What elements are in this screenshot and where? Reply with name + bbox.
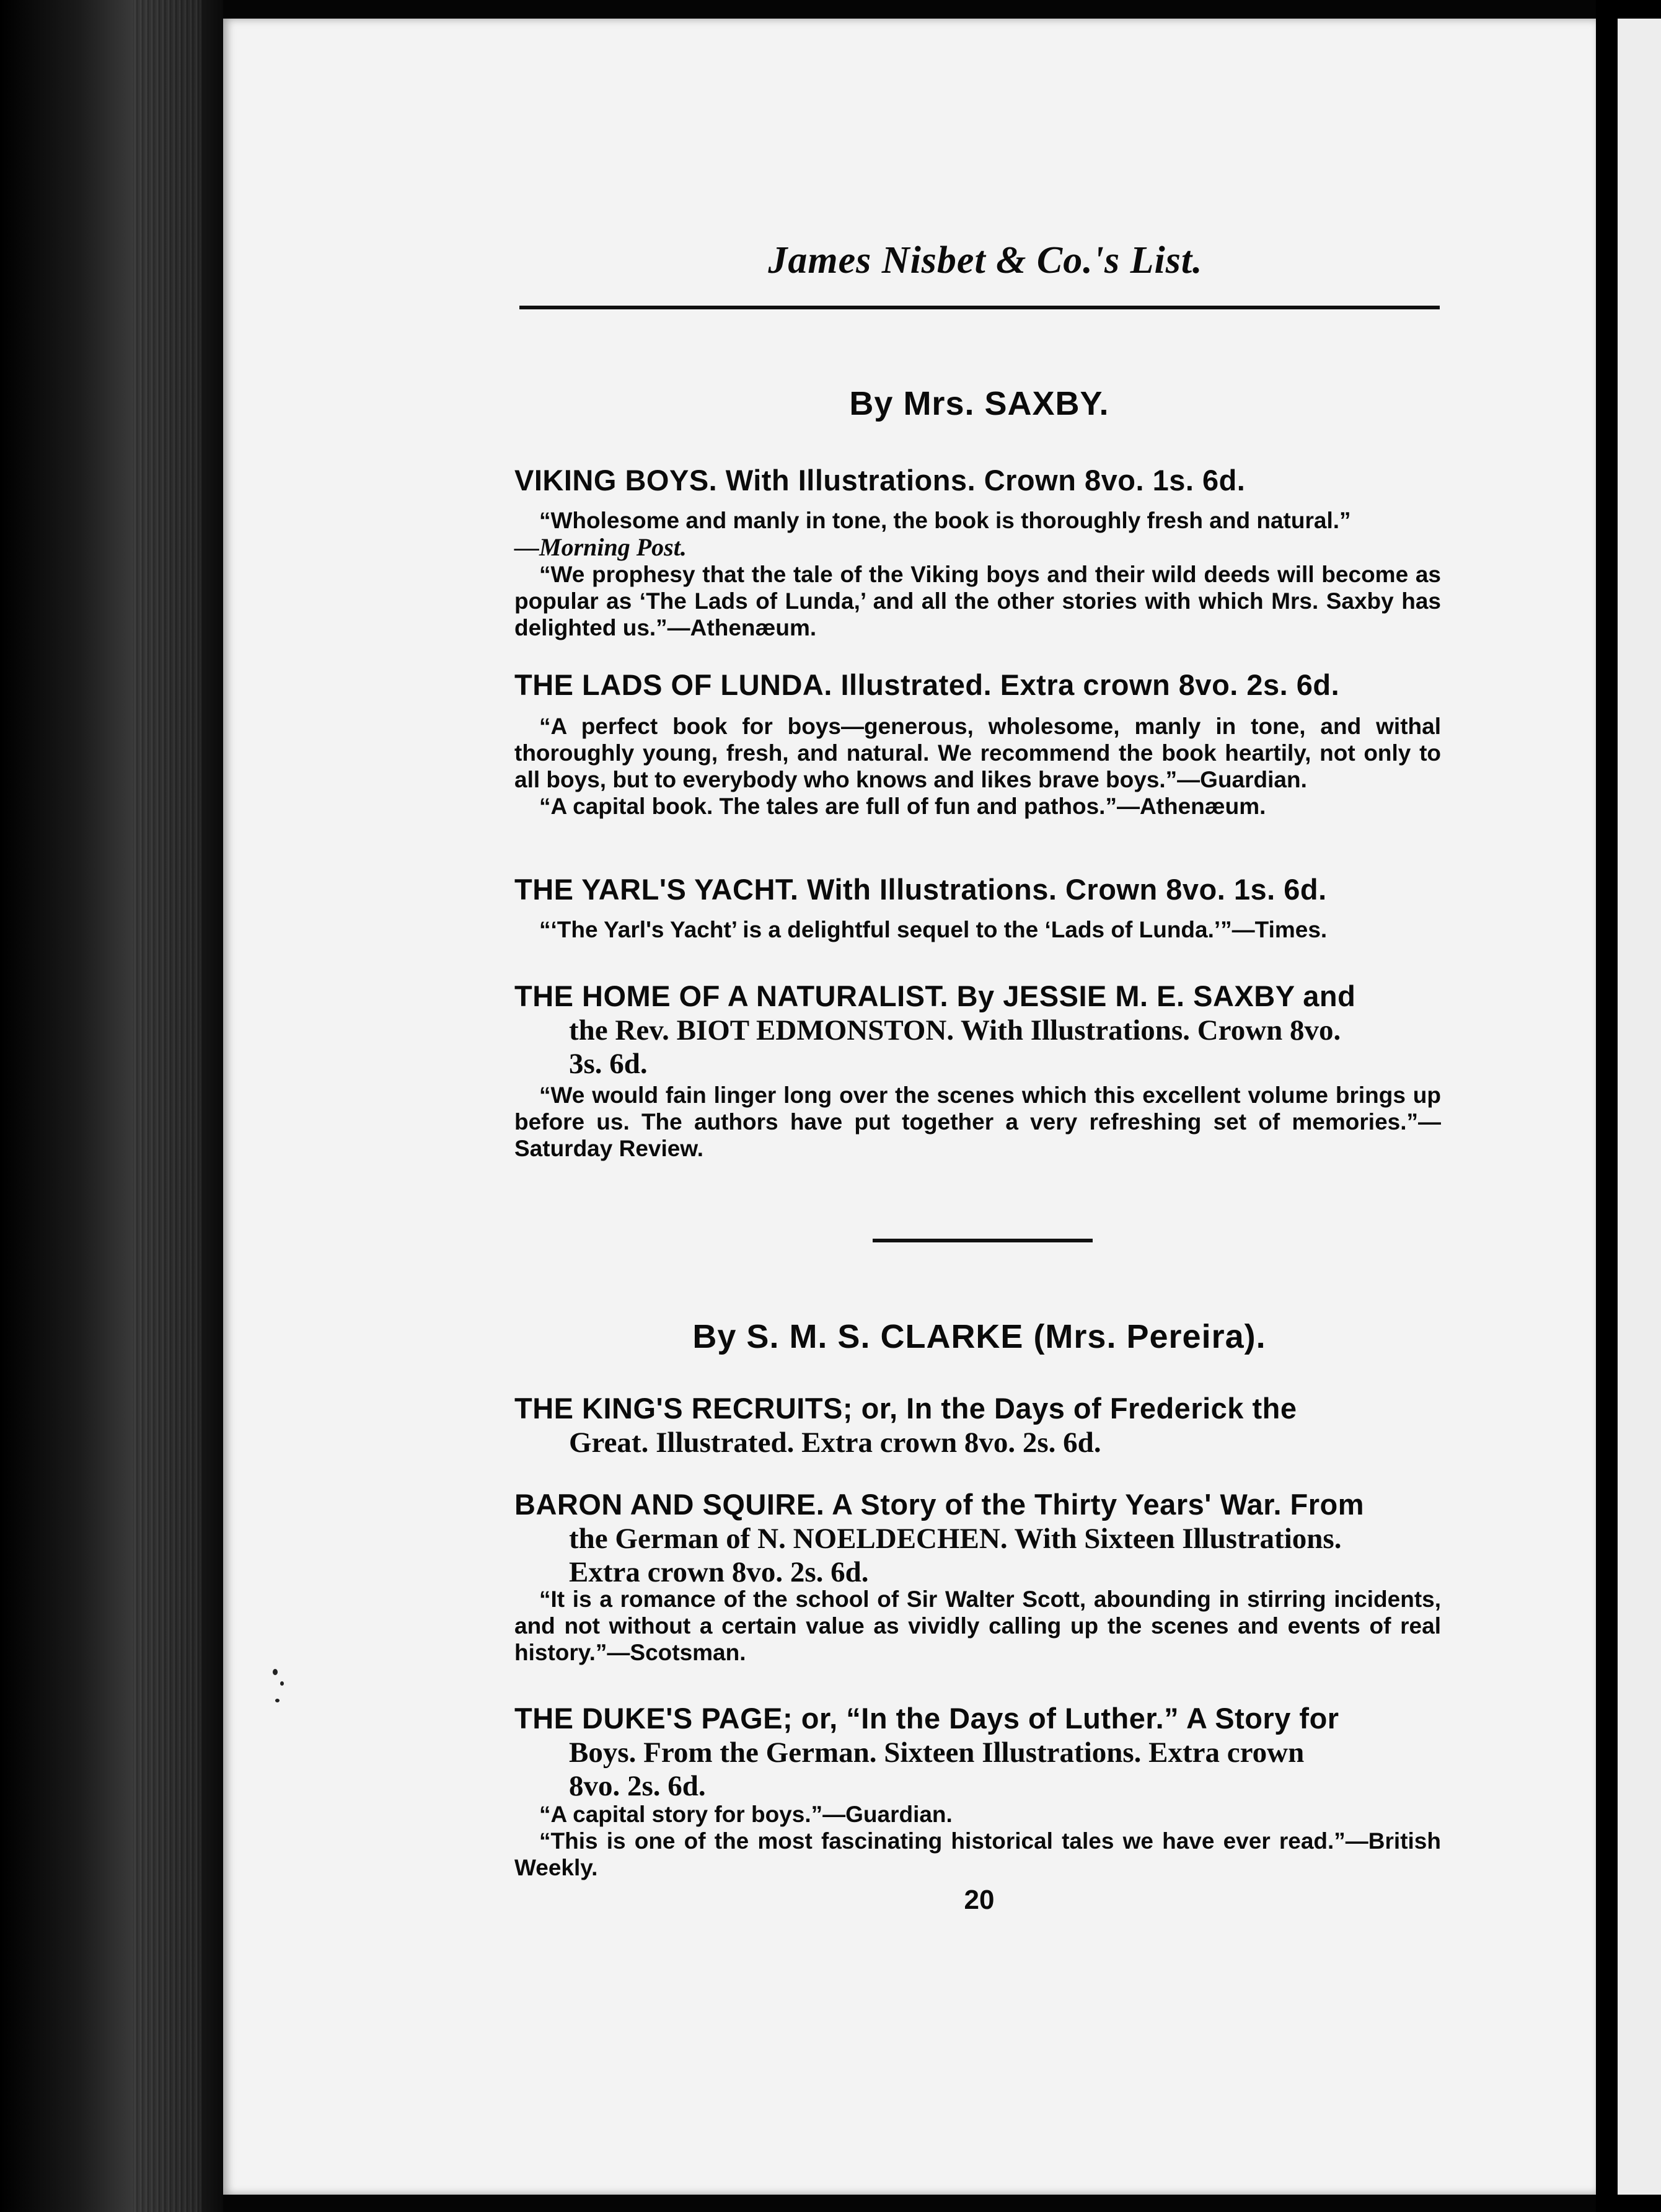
entry-title-line: the German of N. NOELDECHEN. With Sixteen Illustrations. [569,1523,1342,1555]
review-quote: “It is a romance of the school of Sir Walter Scott, abounding in stirring incidents, and not without a certain value as vividly calling up the scenes and events of real history.”—Scotsman. [514,1586,1441,1665]
review-quote: “A perfect book for boys—generous, wholesome, manly in tone, and withal thoroughly young, fresh, and natural. We recommend the book heartily, not only to all boys, but to everybody who knows and likes brave boys.”—Guardian. [514,714,1441,792]
entry-title-line: Extra crown 8vo. 2s. 6d. [569,1556,869,1588]
entry-title-line: BARON AND SQUIRE. A Story of the Thirty Years' War. From [514,1488,1365,1521]
running-head: James Nisbet & Co.'s List. [768,239,1203,281]
entry-title-line: Great. Illustrated. Extra crown 8vo. 2s. 6d. [569,1427,1101,1459]
review-quote: “We prophesy that the tale of the Viking boys and their wild deeds will become as popular as ‘The Lads of Lunda,’ and all the other stories with which Mrs. Saxby has delighted us.”—Athenæum. [514,562,1441,640]
entry-home-of-a-naturalist [514,980,1441,1081]
quote-lads-of-lunda [514,713,1441,820]
review-quote: “We would fain linger long over the scenes which this excellent volume brings up before us. The authors have put together a very refreshing set of memories.”—Saturday Review. [514,1082,1441,1161]
scan-speck [273,1669,278,1675]
entry-title: THE LADS OF LUNDA. Illustrated. Extra crown 8vo. 2s. 6d. [514,668,1340,701]
entry-title-line: 8vo. 2s. 6d. [569,1770,706,1802]
entry-dukes-page [514,1702,1441,1803]
entry-title-line: the Rev. BIOT EDMONSTON. With Illustrations. Crown 8vo. [569,1014,1341,1046]
entry-baron-and-squire [514,1488,1441,1589]
entry-yarls-yacht [514,873,1441,907]
scan-speck [280,1681,284,1686]
entry-title-line: THE HOME OF A NATURALIST. By JESSIE M. E. SAXBY and [514,980,1356,1012]
review-quote: “‘The Yarl's Yacht’ is a delightful sequel to the ‘Lads of Lunda.’”—Times. [539,917,1328,942]
review-quote: “This is one of the most fascinating historical tales we have ever read.”—British Weekly. [514,1828,1441,1880]
entry-title: VIKING BOYS. With Illustrations. Crown 8vo. 1s. 6d. [514,464,1246,497]
entry-lads-of-lunda [514,668,1441,702]
section-divider-rule [873,1239,1093,1242]
review-quote: “Wholesome and manly in tone, the book is thoroughly fresh and natural.” [539,508,1351,533]
entry-kings-recruits [514,1392,1441,1459]
entry-title-line: THE KING'S RECRUITS; or, In the Days of Frederick the [514,1392,1297,1425]
book-spine-edge [0,0,223,2212]
quote-viking-boys [514,507,1441,641]
entry-title-line: 3s. 6d. [569,1048,648,1080]
entry-title: THE YARL'S YACHT. With Illustrations. Crown 8vo. 1s. 6d. [514,873,1327,906]
entry-viking-boys [514,464,1441,498]
page-edges [133,0,201,2212]
review-source: —Morning Post. [514,533,687,561]
facing-page-edge [1618,19,1661,2195]
quote-home-of-a-naturalist [514,1082,1441,1162]
section-author-clarke: By S. M. S. CLARKE (Mrs. Pereira). [692,1318,1266,1355]
quote-baron-and-squire [514,1586,1441,1666]
entry-title-line: THE DUKE'S PAGE; or, “In the Days of Luther.” A Story for [514,1702,1339,1735]
quote-dukes-page [514,1801,1441,1881]
scan-speck [275,1699,280,1702]
entry-title-line: Boys. From the German. Sixteen Illustrations. Extra crown [569,1736,1305,1769]
section-author-saxby: By Mrs. SAXBY. [849,385,1109,422]
head-rule [519,306,1440,309]
review-quote: “A capital story for boys.”—Guardian. [539,1802,953,1827]
review-quote: “A capital book. The tales are full of fun and pathos.”—Athenæum. [539,794,1266,819]
page-number: 20 [964,1885,995,1915]
quote-yarls-yacht [514,916,1441,943]
